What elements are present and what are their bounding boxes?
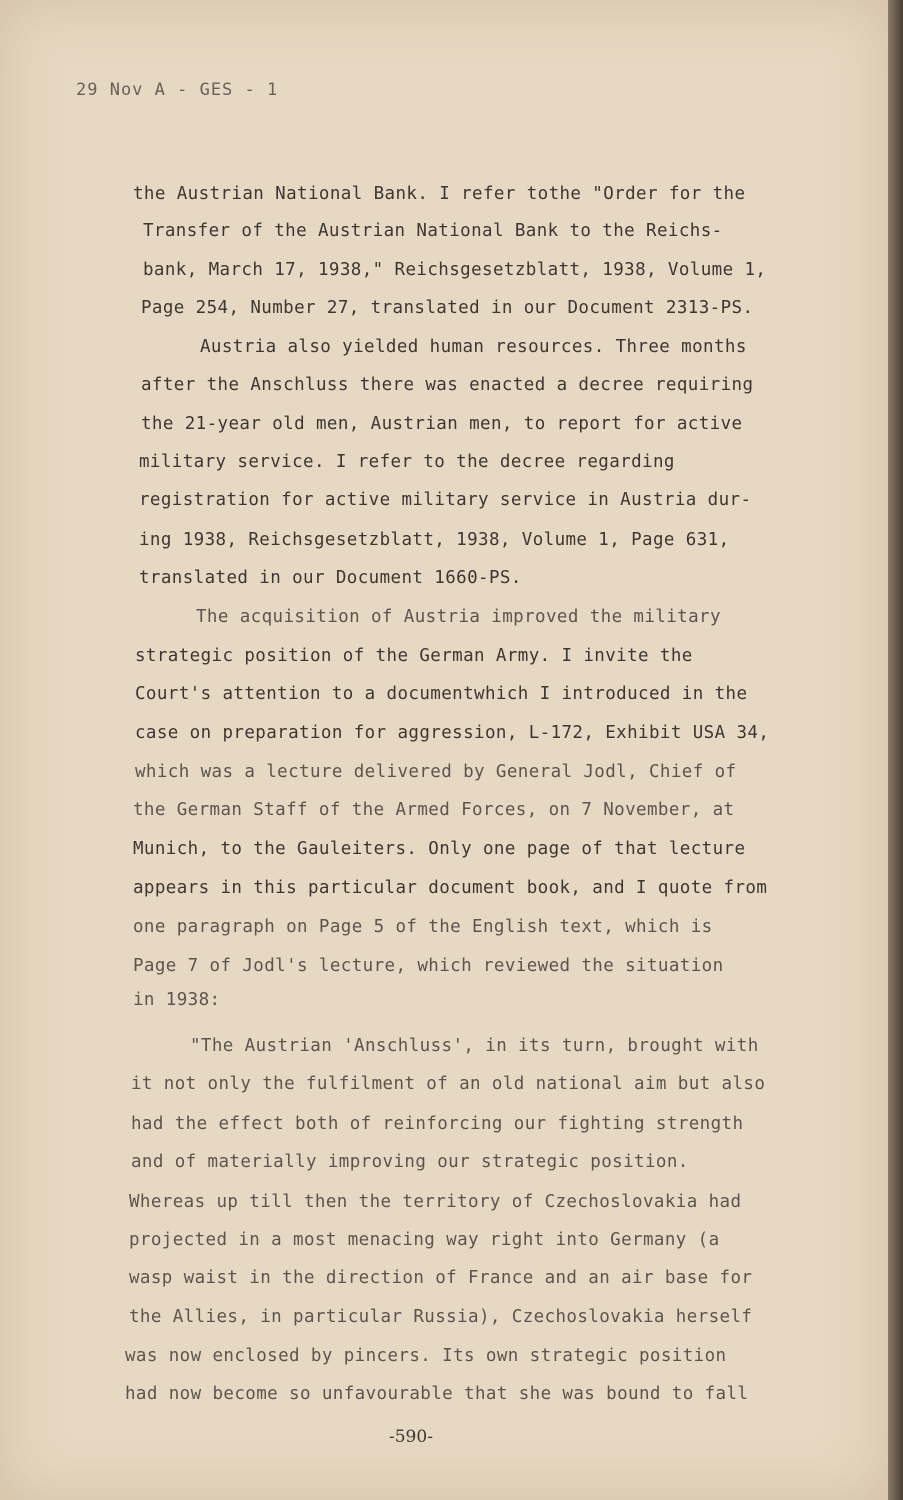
text-line: and of materially improving our strategic position. — [131, 1152, 689, 1172]
text-line: Austria also yielded human resources. Three months — [200, 337, 747, 357]
text-line: after the Anschluss there was enacted a decree requiring — [141, 375, 754, 395]
text-line: projected in a most menacing way right into Germany (a — [129, 1230, 720, 1250]
text-line: strategic position of the German Army. I invite the — [135, 646, 693, 666]
text-line: was now enclosed by pincers. Its own strategic position — [125, 1346, 727, 1366]
text-line: Court's attention to a documentwhich I introduced in the — [135, 684, 748, 704]
text-line: Munich, to the Gauleiters. Only one page of that lecture — [133, 839, 746, 859]
text-line: one paragraph on Page 5 of the English text, which is — [133, 917, 713, 937]
text-line: The acquisition of Austria improved the military — [196, 607, 721, 627]
text-line: wasp waist in the direction of France and an air base for — [129, 1268, 753, 1288]
text-line: military service. I refer to the decree regarding — [139, 452, 675, 472]
text-line: the 21-year old men, Austrian men, to report for active — [141, 414, 743, 434]
page-header: 29 Nov A - GES - 1 — [76, 80, 279, 100]
text-line: the Allies, in particular Russia), Czechoslovakia herself — [129, 1307, 753, 1327]
text-line: Page 7 of Jodl's lecture, which reviewed the situation — [133, 956, 724, 976]
scan-edge — [888, 0, 903, 1500]
text-line: it not only the fulfilment of an old national aim but also — [131, 1074, 766, 1094]
text-line: Page 254, Number 27, translated in our Document 2313-PS. — [141, 298, 754, 318]
text-line: in 1938: — [133, 990, 221, 1010]
text-line: had now become so unfavourable that she was bound to fall — [125, 1384, 749, 1404]
text-line: which was a lecture delivered by General Jodl, Chief of — [135, 762, 737, 782]
text-line: the Austrian National Bank. I refer tothe "Order for the — [133, 184, 746, 204]
page-number: -590- — [389, 1427, 433, 1447]
text-line: registration for active military service in Austria dur- — [139, 490, 752, 510]
text-line: Whereas up till then the territory of Czechoslovakia had — [129, 1192, 742, 1212]
text-line: case on preparation for aggression, L-172, Exhibit USA 34, — [135, 723, 770, 743]
text-line: the German Staff of the Armed Forces, on 7 November, at — [133, 800, 735, 820]
text-line: translated in our Document 1660-PS. — [139, 568, 522, 588]
text-line: bank, March 17, 1938," Reichsgesetzblatt, 1938, Volume 1, — [143, 260, 767, 280]
text-line: "The Austrian 'Anschluss', in its turn, brought with — [190, 1036, 759, 1056]
text-line: had the effect both of reinforcing our fighting strength — [131, 1114, 744, 1134]
text-line: ing 1938, Reichsgesetzblatt, 1938, Volume 1, Page 631, — [139, 530, 730, 550]
text-line: appears in this particular document book, and I quote from — [133, 878, 768, 898]
text-line: Transfer of the Austrian National Bank to the Reichs- — [143, 221, 723, 241]
